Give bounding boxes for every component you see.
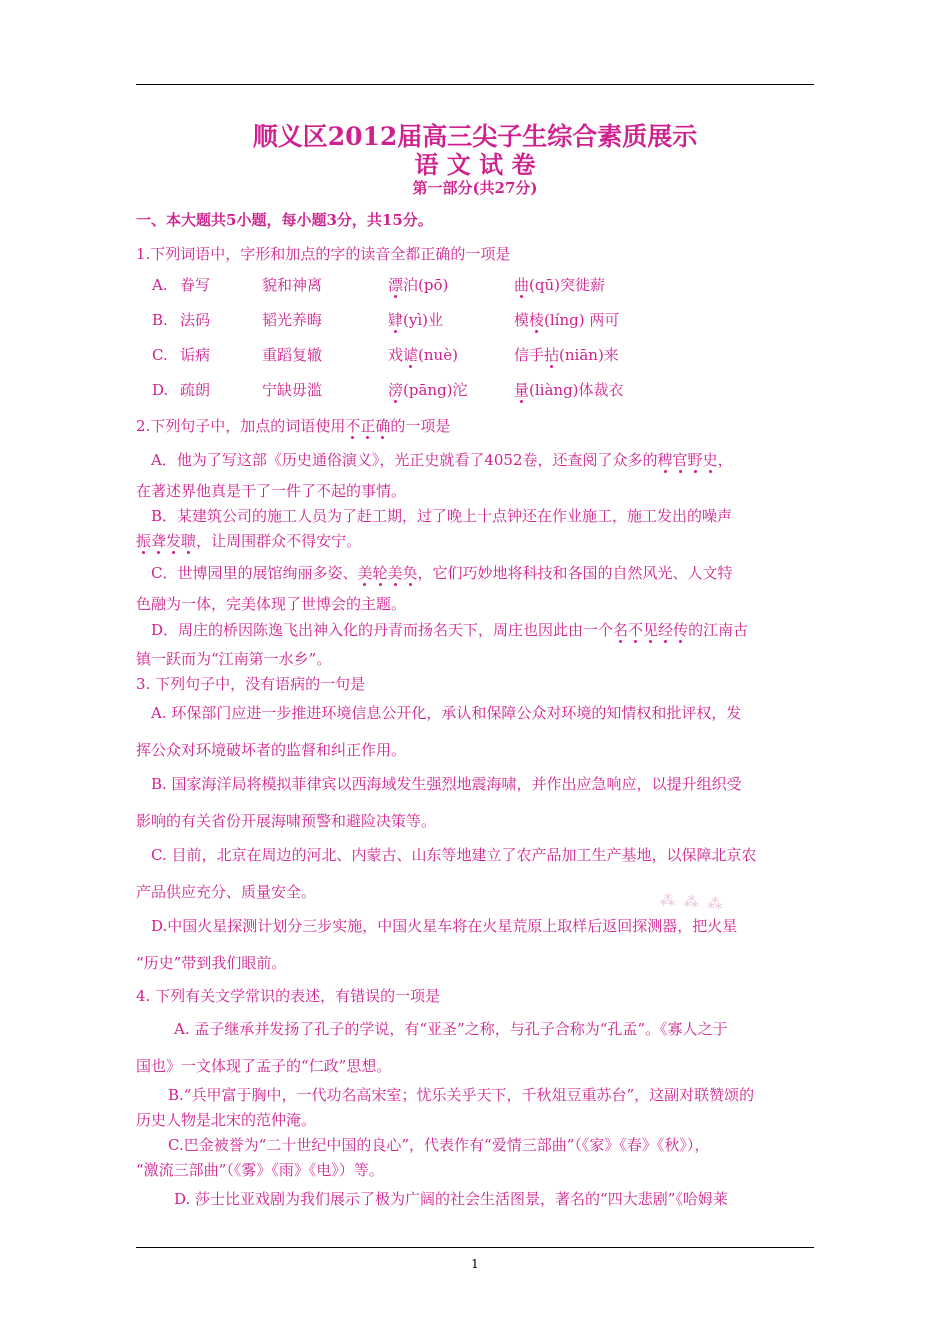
section-heading: 一、本大题共5小题，每小题3分，共15分。 xyxy=(136,211,433,229)
dotted-char: 聋 xyxy=(151,532,167,550)
question-2-option-c-line-2: 色融为一体，完美体现了世博会的主题。 xyxy=(136,595,407,613)
footer-rule xyxy=(136,1247,814,1248)
option-word-4 xyxy=(514,380,624,400)
option-word-2: 宁缺毋滥 xyxy=(262,381,323,399)
question-2-option-b-line-2 xyxy=(136,531,816,551)
question-4-option-a-line-2: 国也》一文体现了孟子的“仁政”思想。 xyxy=(136,1057,392,1075)
dotted-char: 聩 xyxy=(181,532,197,550)
question-2-option-d-line-2: 镇一跃而为“江南第一水乡”。 xyxy=(136,650,332,668)
stem-text: 的一项是 xyxy=(390,417,451,435)
option-word-4-rest: (qū)突徙薪 xyxy=(529,276,605,294)
option-word-4-pre: 模 xyxy=(514,311,530,329)
dotted-char: 经 xyxy=(658,621,674,639)
question-3-option-d-line-2: “历史”带到我们眼前。 xyxy=(136,954,287,972)
dotted-char: 振 xyxy=(136,532,152,550)
dotted-char: 拈 xyxy=(544,346,560,364)
dotted-char: 稗 xyxy=(657,451,673,469)
option-word-3-rest: (yì)业 xyxy=(403,311,443,329)
dotted-char: 史 xyxy=(702,451,718,469)
header-rule xyxy=(136,84,814,85)
dotted-char: 曲 xyxy=(514,276,530,294)
question-4-option-c-line-2: “激流三部曲”（《雾》《雨》《电》）等。 xyxy=(136,1161,384,1179)
option-word-4-rest: (niān)来 xyxy=(559,346,619,364)
dotted-char: 美 xyxy=(387,564,403,582)
option-text: ，让周围群众不得安宁。 xyxy=(196,532,362,550)
option-word-3-pre: 戏 xyxy=(388,346,404,364)
option-word-3 xyxy=(388,380,468,400)
dotted-char: 不 xyxy=(628,621,644,639)
option-word-4 xyxy=(514,310,619,330)
page-number: 1 xyxy=(471,1257,479,1271)
question-2-option-c-line-1 xyxy=(151,563,831,583)
dotted-char: 轮 xyxy=(372,564,388,582)
dotted-text xyxy=(136,532,196,550)
option-text: ， xyxy=(717,451,733,469)
question-2-option-b-line-1: B．某建筑公司的施工人员为了赶工期，过了晚上十点钟还在作业施工，施工发出的噪声 xyxy=(151,507,733,525)
option-word-1: 诟病 xyxy=(180,346,211,364)
dotted-text xyxy=(658,451,718,469)
stem-text: 2.下列句子中，加点的词语使用 xyxy=(136,417,346,435)
dotted-char: 滂 xyxy=(388,381,404,399)
question-2-option-a-line-2: 在著述界他真是干了一件了不起的事情。 xyxy=(136,482,407,500)
option-word-2: 韬光养晦 xyxy=(262,311,323,329)
dotted-char: 漂 xyxy=(388,276,404,294)
option-word-2: 貌和神离 xyxy=(262,276,323,294)
option-word-3 xyxy=(388,275,448,295)
question-4-option-c-line-1: C.巴金被誉为“二十世纪中国的良心”，代表作有“爱情三部曲”（《家》《春》《秋》）， xyxy=(168,1136,710,1154)
dotted-char: 棱 xyxy=(529,311,545,329)
option-word-1: 法码 xyxy=(180,311,211,329)
option-text: 的江南古 xyxy=(688,621,749,639)
dotted-char: 量 xyxy=(514,381,530,399)
option-label: A. xyxy=(152,276,168,294)
option-text: A．他为了写这部《历史通俗演义》，光正史就看了4052卷，还查阅了众多的 xyxy=(151,451,658,469)
question-3-option-d-line-1: D.中国火星探测计划分三步实施，中国火星车将在火星荒原上取样后返回探测器，把火星 xyxy=(151,917,738,935)
exam-subtitle: 语 文 试 卷 xyxy=(414,150,536,179)
dotted-char: 发 xyxy=(166,532,182,550)
question-3-option-c-line-1: C. 目前，北京在周边的河北、内蒙古、山东等地建立了农产品加工生产基地，以保障北京农 xyxy=(151,846,757,864)
question-3-option-b-line-2: 影响的有关省份开展海啸预警和避险决策等。 xyxy=(136,812,437,830)
option-word-4 xyxy=(514,275,605,295)
dotted-char: 野 xyxy=(687,451,703,469)
option-word-4-pre: 信手 xyxy=(514,346,545,364)
question-3-option-a-line-1: A. 环保部门应进一步推进环境信息公开化，承认和保障公众对环境的知情权和批评权，发 xyxy=(151,704,742,722)
question-3-option-b-line-1: B. 国家海洋局将模拟菲律宾以西海域发生强烈地震海啸，并作出应急响应，以提升组织受 xyxy=(151,775,742,793)
dotted-text xyxy=(345,417,390,435)
option-word-3 xyxy=(388,310,443,330)
dotted-text xyxy=(613,621,688,639)
option-word-3-rest: 泊(pō) xyxy=(403,276,449,294)
option-word-4-rest: (líng) 两可 xyxy=(544,311,620,329)
dotted-char: 不 xyxy=(345,417,361,435)
option-text: ，它们巧妙地将科技和各国的自然风光、人文特 xyxy=(417,564,733,582)
watermark-stamp: ⁂ ⁂ ⁂ xyxy=(659,890,726,914)
dotted-char: 官 xyxy=(672,451,688,469)
part-heading: 第一部分(共27分) xyxy=(412,179,538,197)
question-2-option-d-line-1 xyxy=(151,620,831,640)
question-2-option-a-line-1 xyxy=(151,450,831,470)
dotted-char: 正 xyxy=(360,417,376,435)
dotted-char: 确 xyxy=(375,417,391,435)
option-word-1: 疏朗 xyxy=(180,381,211,399)
option-text: D．周庄的桥因陈逸飞出神入化的丹青而扬名天下，周庄也因此由一个 xyxy=(151,621,614,639)
option-label: C. xyxy=(152,346,168,364)
option-word-3-rest: (pāng)沱 xyxy=(403,381,468,399)
dotted-char: 奂 xyxy=(402,564,418,582)
option-text: C．世博园里的展馆绚丽多姿、 xyxy=(151,564,358,582)
option-label: D. xyxy=(152,381,169,399)
dotted-char: 名 xyxy=(613,621,629,639)
dotted-char: 传 xyxy=(673,621,689,639)
dotted-text xyxy=(357,564,417,582)
exam-title: 顺义区2012届高三尖子生综合素质展示 xyxy=(252,122,698,151)
question-4-option-d-line-1: D. 莎士比亚戏剧为我们展示了极为广阔的社会生活图景，著名的“四大悲剧”《哈姆莱 xyxy=(174,1190,728,1208)
dotted-char: 美 xyxy=(357,564,373,582)
question-4-stem: 4. 下列有关文学常识的表述，有错误的一项是 xyxy=(136,987,441,1005)
dotted-char: 见 xyxy=(643,621,659,639)
question-4-option-b-line-1: B.“兵甲富于胸中，一代功名高宋室；忧乐关乎天下，千秋俎豆重苏台”，这副对联赞颂的 xyxy=(168,1086,755,1104)
option-word-2: 重蹈复辙 xyxy=(262,346,323,364)
question-1-stem: 1.下列词语中，字形和加点的字的读音全都正确的一项是 xyxy=(136,245,511,263)
dotted-char: 肄 xyxy=(388,311,404,329)
question-3-option-c-line-2: 产品供应充分、质量安全。 xyxy=(136,883,317,901)
question-4-option-a-line-1: A. 孟子继承并发扬了孔子的学说，有“亚圣”之称，与孔子合称为“孔孟”。《寡人之于 xyxy=(174,1020,728,1038)
question-4-option-b-line-2: 历史人物是北宋的范仲淹。 xyxy=(136,1111,317,1129)
question-3-option-a-line-2: 挥公众对环境破坏者的监督和纠正作用。 xyxy=(136,741,407,759)
question-3-stem: 3. 下列句子中，没有语病的一句是 xyxy=(136,675,366,693)
option-word-1: 眷写 xyxy=(180,276,211,294)
option-word-4 xyxy=(514,345,619,365)
option-word-4-rest: (liàng)体裁衣 xyxy=(529,381,624,399)
dotted-char: 谑 xyxy=(403,346,419,364)
option-word-3 xyxy=(388,345,458,365)
option-label: B. xyxy=(152,311,168,329)
option-word-3-rest: (nuè) xyxy=(418,346,458,364)
question-2-stem xyxy=(136,416,816,436)
